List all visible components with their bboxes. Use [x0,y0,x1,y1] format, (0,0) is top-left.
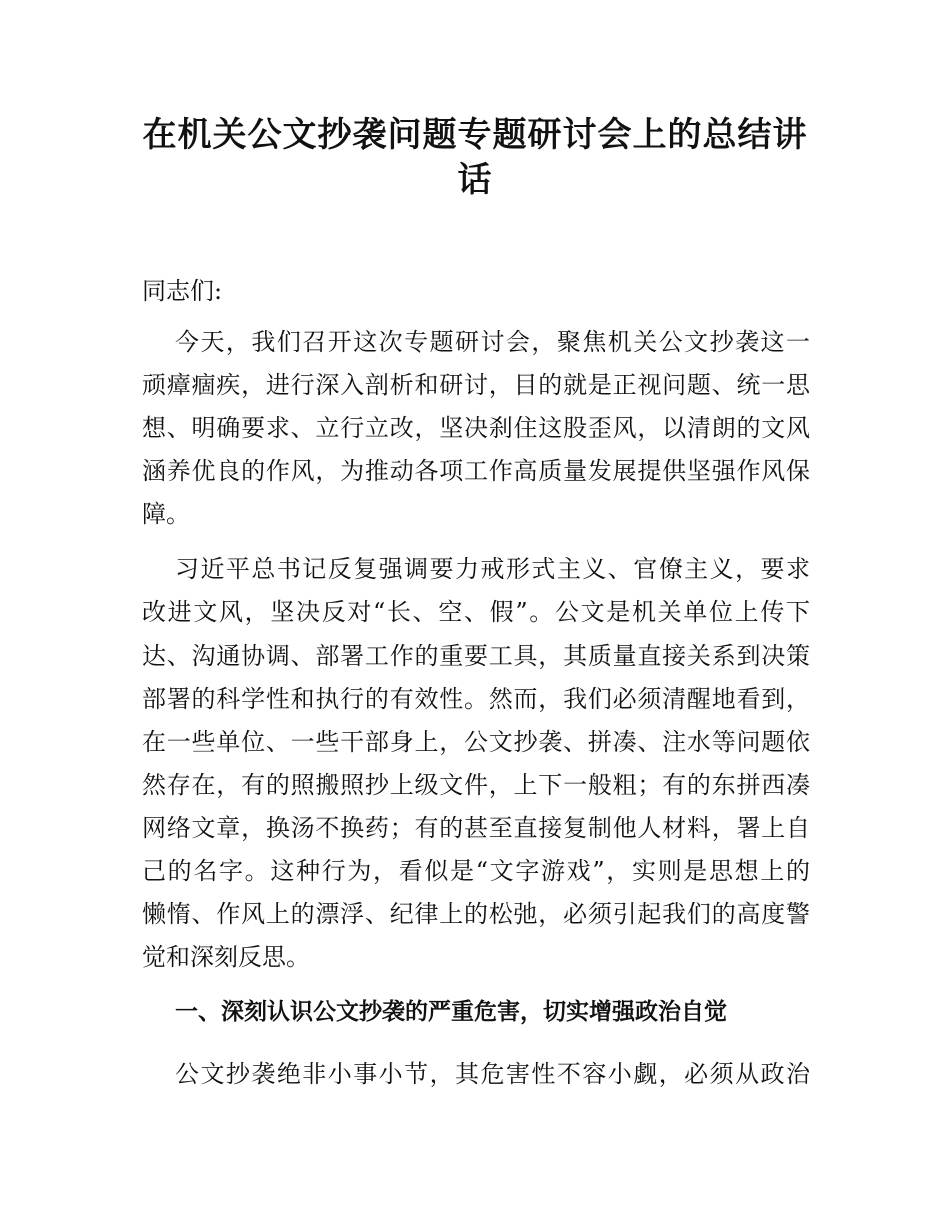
title-line: 话 [457,160,493,200]
paragraph-line: 懒惰、作风上的漂浮、纪律上的松弛，必须引起我们的高度警 [142,900,810,928]
title-line: 在机关公文抄袭问题专题研讨会上的总结讲 [142,115,808,155]
paragraph-line: 顽瘴痼疾，进行深入剖析和研讨，目的就是正视问题、统一思 [142,371,810,399]
paragraph-line: 想、明确要求、立行立改，坚决刹住这股歪风，以清朗的文风 [142,414,810,442]
paragraph-line: 在一些单位、一些干部身上，公文抄袭、拼凑、注水等问题依 [142,728,810,756]
paragraph-line: 网络文章，换汤不换药；有的甚至直接复制他人材料，署上自 [142,814,810,842]
paragraph-line: 部署的科学性和执行的有效性。然而，我们必须清醒地看到， [142,685,810,713]
section-heading: 一、深刻认识公文抄袭的严重危害，切实增强政治自觉 [175,999,727,1025]
paragraph-line: 觉和深刻反思。 [142,943,310,971]
paragraph-line: 达、沟通协调、部署工作的重要工具，其质量直接关系到决策 [142,642,810,670]
paragraph-line: 涵养优良的作风，为推动各项工作高质量发展提供坚强作风保 [142,457,810,485]
paragraph-line: 公文抄袭绝非小事小节，其危害性不容小觑，必须从政治 [175,1060,810,1088]
paragraph-line: 习近平总书记反复强调要力戒形式主义、官僚主义，要求 [175,555,810,583]
paragraph-line: 改进文风，坚决反对“长、空、假”。公文是机关单位上传下 [142,598,810,626]
document-title [120,113,830,203]
paragraph-line: 然存在，有的照搬照抄上级文件，上下一般粗；有的东拼西凑 [142,771,810,799]
paragraph-line: 己的名字。这种行为，看似是“文字游戏”，实则是思想上的 [142,857,810,885]
salutation: 同志们: [142,277,223,305]
paragraph-line: 障。 [142,500,190,528]
paragraph-line: 今天，我们召开这次专题研讨会，聚焦机关公文抄袭这一 [175,328,810,356]
